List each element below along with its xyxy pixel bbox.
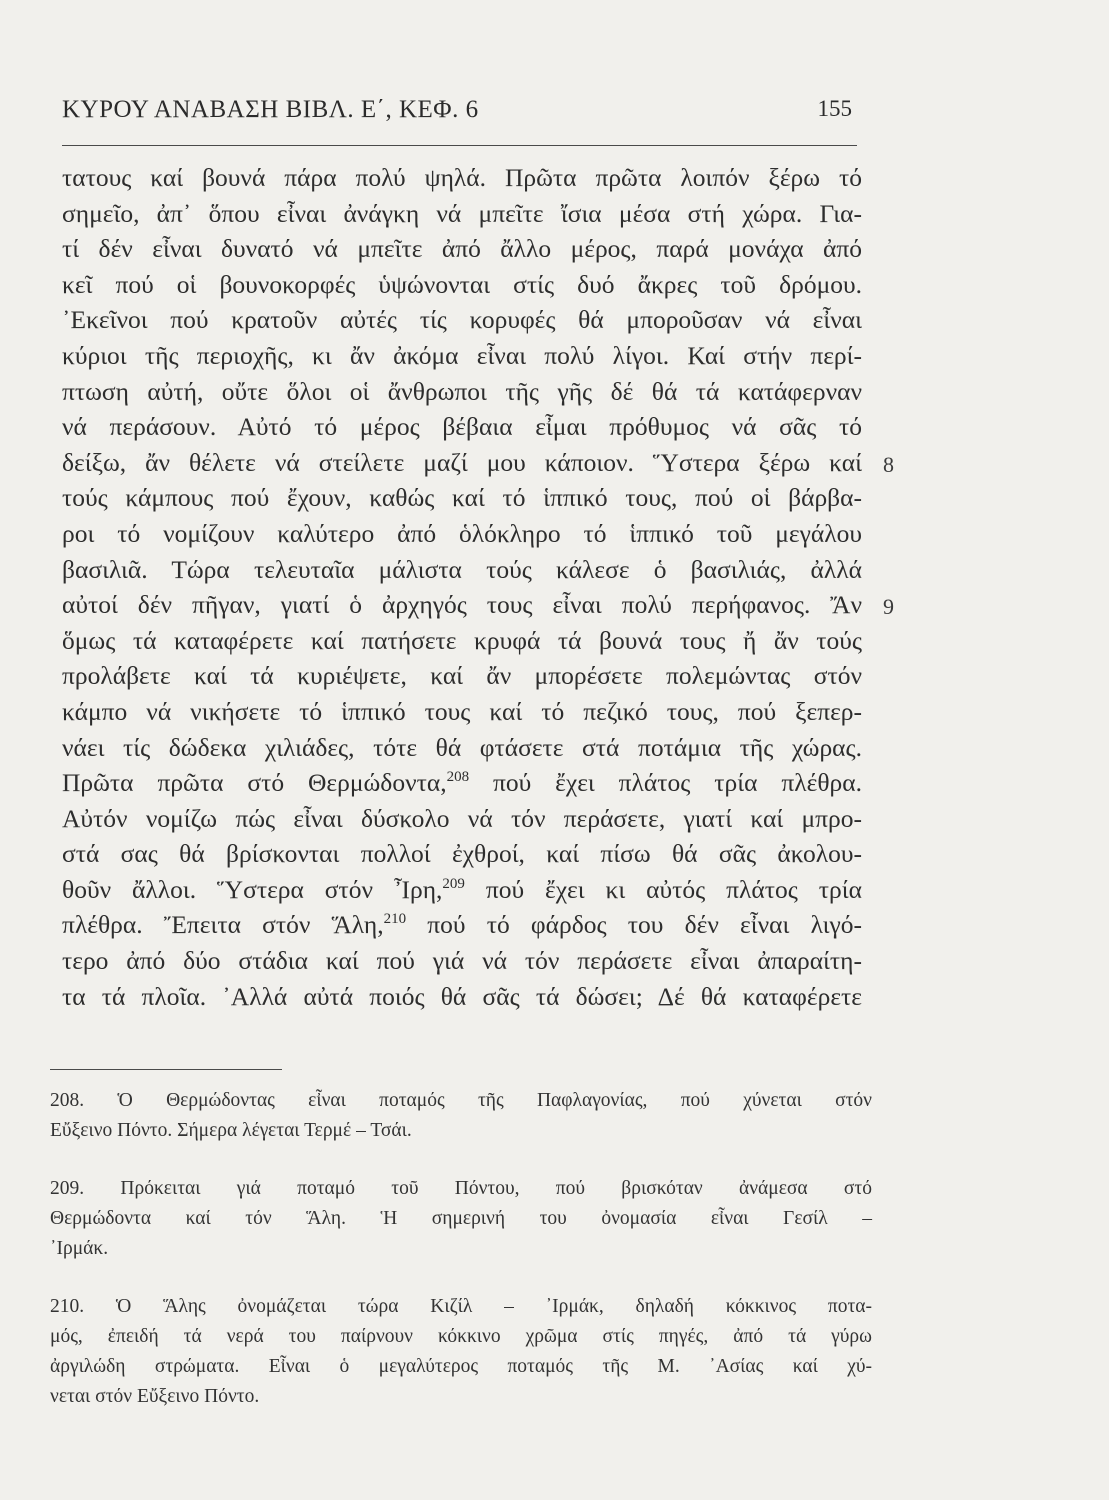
footnote-line: ᾽Ιρμάκ. <box>50 1238 109 1259</box>
main-text <box>62 160 862 1014</box>
text-line: κάμπο νά νικήσετε τό ἱππικό τους καί τό πεζικό τους, πού ξεπερ- <box>62 696 862 726</box>
text-line: τί δέν εἶναι δυνατό νά μπεῖτε ἀπό ἄλλο μέρος, παρά μονάχα ἀπό <box>62 234 862 264</box>
text-segment: θοῦν ἄλλοι. Ὕστερα στόν Ἶρη, <box>62 874 443 904</box>
footnote-208 <box>50 1086 872 1146</box>
text-line: βασιλιᾶ. Τώρα τελευταῖα μάλιστα τούς κάλεσε ὁ βασιλιάς, ἀλλά <box>62 554 862 584</box>
text-line: προλάβετε καί τά κυριέψετε, καί ἄν μπορέσετε πολεμώντας στόν <box>62 661 862 691</box>
text-line <box>62 765 862 801</box>
text-line: Αὐτόν νομίζω πώς εἶναι δύσκολο νά τόν περάσετε, γιατί καί μπρο- <box>62 803 862 833</box>
text-segment: πλέθρα. Ἔπειτα στόν Ἅλη, <box>62 910 384 940</box>
footnote-209 <box>50 1174 872 1264</box>
text-line: κεῖ πού οἱ βουνοκορφές ὑψώνονται στίς δυό ἄκρες τοῦ δρόμου. <box>62 269 862 299</box>
text-segment: πού τό φάρδος του δέν εἶναι λιγό- <box>406 910 862 940</box>
text-line: στά σας θά βρίσκονται πολλοί ἐχθροί, καί πίσω θά σᾶς ἀκολου- <box>62 839 862 869</box>
text-line: δείξω, ἄν θέλετε νά στείλετε μαζί μου κάποιον. Ὕστερα ξέρω καί <box>62 447 862 477</box>
page-number: 155 <box>817 96 852 121</box>
text-line: νάει τίς δώδεκα χιλιάδες, τότε θά φτάσετε στά ποτάμια τῆς χώρας. <box>62 732 862 762</box>
text-line: ροι τό νομίζουν καλύτερο ἀπό ὁλόκληρο τό ἱππικό τοῦ μεγάλου <box>62 518 862 548</box>
text-line: νά περάσουν. Αὐτό τό μέρος βέβαια εἶμαι πρόθυμος νά σᾶς τό <box>62 412 862 442</box>
footnote-rule <box>50 1069 282 1070</box>
footnote-ref-209[interactable]: 209 <box>442 875 465 892</box>
footnote-line: ἀργιλώδη στρώματα. Εἶναι ὁ μεγαλύτερος ποταμός τῆς Μ. ᾽Ασίας καί χύ- <box>50 1356 872 1377</box>
running-head <box>62 96 852 132</box>
text-line <box>62 872 862 908</box>
footnote-210 <box>50 1292 872 1412</box>
footnote-line: 208. Ὁ Θερμώδοντας εἶναι ποταμός τῆς Παφλαγονίας, πού χύνεται στόν <box>50 1090 872 1111</box>
text-segment: Πρῶτα πρῶτα στό Θερμώδοντα, <box>62 768 447 798</box>
text-line: τούς κάμπους πού ἔχουν, καθώς καί τό ἱππικό τους, πού οἱ βάρβα- <box>62 483 862 513</box>
text-segment: πού ἔχει κι αὐτός πλάτος τρία <box>464 874 862 904</box>
text-segment: πού ἔχει πλάτος τρία πλέθρα. <box>469 768 862 798</box>
text-line: ὅμως τά καταφέρετε καί πατήσετε κρυφά τά βουνά τους ἤ ἄν τούς <box>62 625 862 655</box>
text-line <box>62 907 862 943</box>
margin-section-number: 8 <box>883 452 894 477</box>
text-line: τερο ἀπό δύο στάδια καί πού γιά νά τόν περάσετε εἶναι ἀπαραίτη- <box>62 946 862 976</box>
footnotes <box>50 1086 872 1440</box>
header-rule <box>62 145 857 146</box>
text-line: κύριοι τῆς περιοχῆς, κι ἄν ἀκόμα εἶναι πολύ λίγοι. Καί στήν περί- <box>62 340 862 370</box>
footnote-ref-208[interactable]: 208 <box>446 769 470 786</box>
footnote-line: νεται στόν Εὔξεινο Πόντο. <box>50 1386 260 1407</box>
text-line: τατους καί βουνά πάρα πολύ ψηλά. Πρῶτα πρῶτα λοιπόν ξέρω τό <box>62 163 862 192</box>
text-line: αὐτοί δέν πῆγαν, γιατί ὁ ἀρχηγός τους εἶναι πολύ περήφανος. Ἄν <box>62 590 862 620</box>
footnote-ref-210[interactable]: 210 <box>383 911 407 928</box>
footnote-line: 209. Πρόκειται γιά ποταμό τοῦ Πόντου, πού βρισκόταν ἀνάμεσα στό <box>50 1178 872 1199</box>
footnote-line: 210. Ὁ Ἅλης ὀνομάζεται τώρα Κιζίλ – ᾽Ιρμάκ, δηλαδή κόκκινος ποτα- <box>50 1296 872 1317</box>
footnote-line: Θερμώδοντα καί τόν Ἅλη. Ἡ σημερινή του ὀνομασία εἶναι Γεσίλ – <box>50 1208 872 1229</box>
text-line: ᾽Εκεῖνοι πού κρατοῦν αὐτές τίς κορυφές θά μποροῦσαν νά εἶναι <box>62 305 862 335</box>
text-line: πτωση αὐτή, οὔτε ὅλοι οἱ ἄνθρωποι τῆς γῆς δέ θά τά κατάφερναν <box>62 376 862 406</box>
text-line: σημεῖο, ἀπ᾽ ὅπου εἶναι ἀνάγκη νά μπεῖτε ἴσια μέσα στή χώρα. Για- <box>62 198 862 228</box>
margin-section-number: 9 <box>883 594 894 619</box>
running-title: ΚΥΡΟΥ ΑΝΑΒΑΣΗ ΒΙΒΛ. Ε΄, ΚΕΦ. 6 <box>62 96 479 123</box>
footnote-line: μός, ἐπειδή τά νερά του παίρνουν κόκκινο χρῶμα στίς πηγές, ἀπό τά γύρω <box>50 1326 872 1347</box>
footnote-line: Εὔξεινο Πόντο. Σήμερα λέγεται Τερμέ – Τσάι. <box>50 1120 412 1141</box>
text-line: τα τά πλοῖα. ᾽Αλλά αὐτά ποιός θά σᾶς τά δώσει; Δέ θά καταφέρετε <box>62 981 862 1011</box>
